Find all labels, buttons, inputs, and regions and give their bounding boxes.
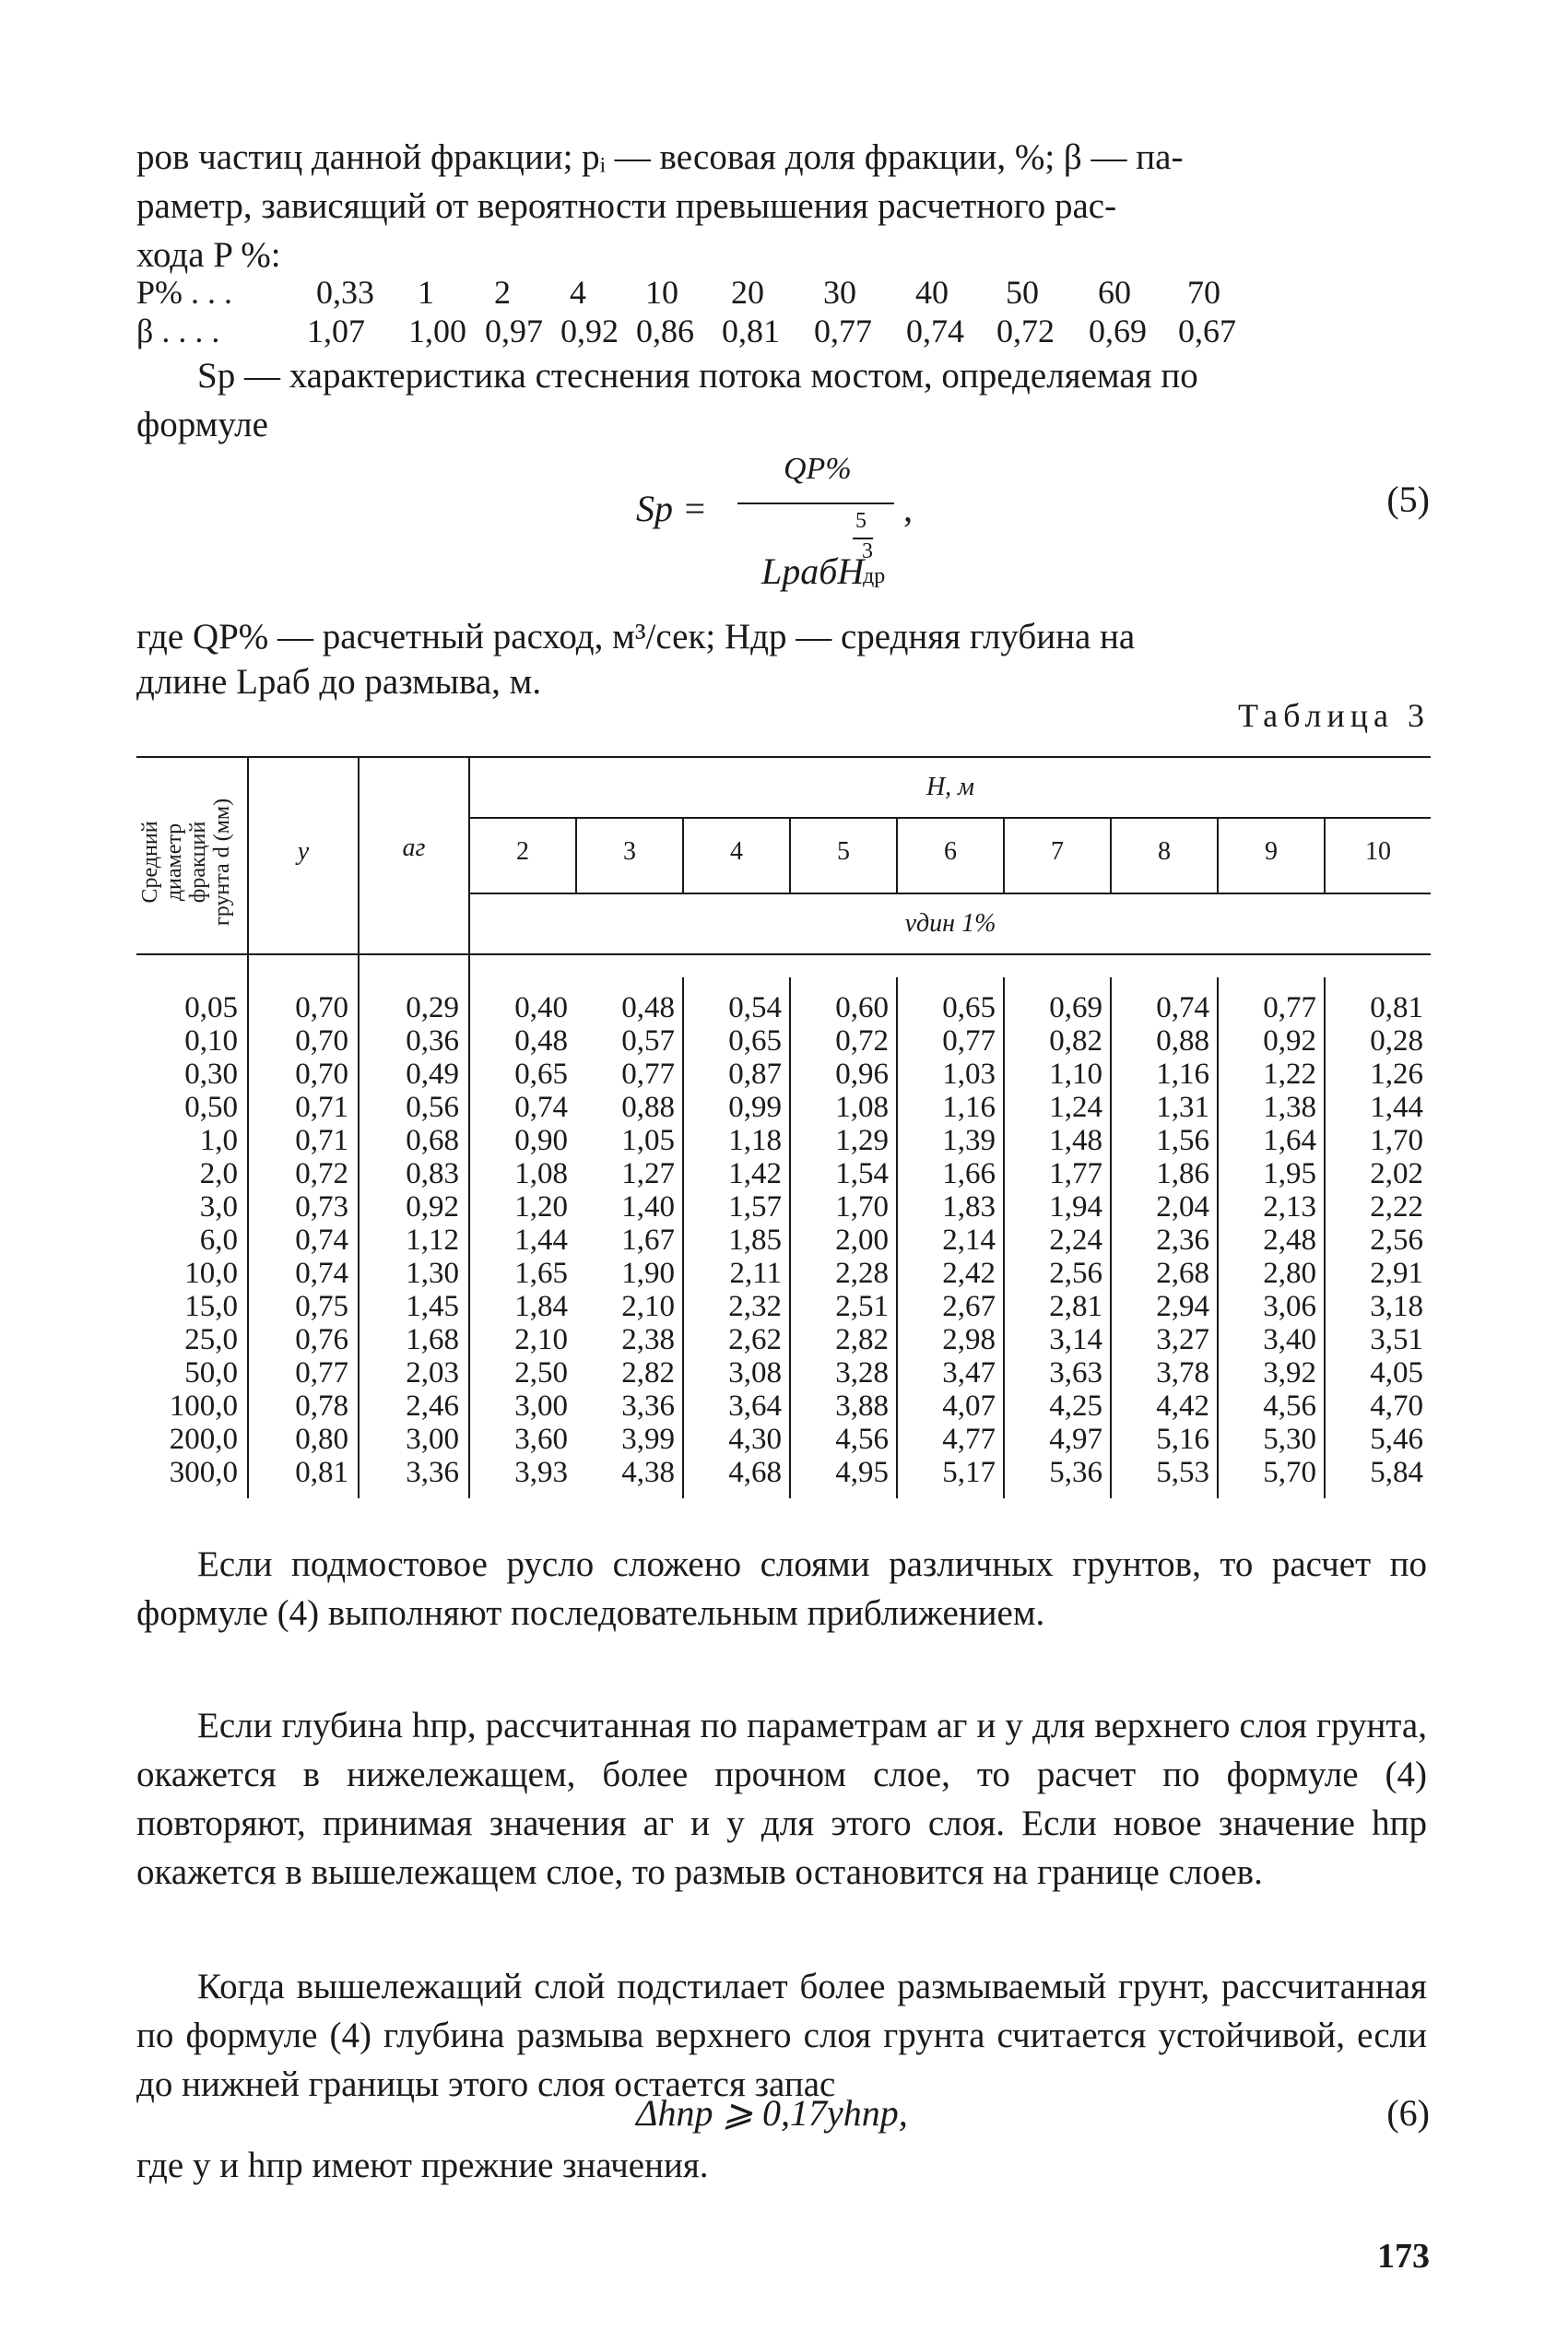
cell-v: 2,82 [621,1356,675,1390]
cell-v: 3,51 [1370,1323,1423,1356]
table-3 [136,756,1431,1498]
formula5-fraction-bar [737,503,894,504]
cell-d: 6,0 [199,1224,238,1257]
cell-v: 1,77 [1049,1157,1102,1190]
column-ag [360,991,459,1489]
column-v-H8 [1112,991,1209,1489]
cell-v: 5,70 [1263,1456,1316,1489]
beta-label: β . . . . [136,313,220,349]
header-H-value: 3 [623,837,636,866]
beta-value: 1,07 [307,313,365,349]
cell-v: 3,93 [514,1456,568,1489]
cell-v: 3,92 [1263,1356,1316,1390]
column-v-H2 [470,991,568,1489]
cell-v: 3,28 [835,1356,889,1390]
cell-v: 3,78 [1156,1356,1209,1390]
column-d [136,991,238,1489]
formula5-denominator: LрабH [761,550,865,592]
cell-v: 0,48 [621,991,675,1024]
cell-ag: 0,49 [406,1058,459,1091]
cell-v: 5,53 [1156,1456,1209,1489]
cell-v: 1,05 [621,1124,675,1157]
cell-y: 0,77 [295,1356,348,1390]
cell-ag: 3,00 [406,1423,459,1456]
cell-d: 0,30 [184,1058,238,1091]
header-d-line-3: фракций [186,821,210,904]
cell-v: 5,84 [1370,1456,1423,1489]
cell-v: 2,98 [942,1323,996,1356]
p-label: P% . . . [136,274,233,311]
paragraph-1: Если подмостовое русло сложено слоями различных грунтов, то расчет по формуле (4) выполняют последовательным приближением. [136,1544,1427,1633]
formula6-number: (6) [1386,2092,1430,2134]
formula5-lhs: Sр = [636,488,707,529]
header-H-value: 2 [516,837,529,866]
cell-v: 4,38 [621,1456,675,1489]
cell-v: 3,27 [1156,1323,1209,1356]
cell-v: 1,57 [728,1190,782,1224]
cell-v: 0,88 [1156,1024,1209,1058]
cell-v: 5,36 [1049,1456,1102,1489]
cell-ag: 0,29 [406,991,459,1024]
intro-line-1: ров частиц данной фракции; pᵢ — весовая доля фракции, %; β — па- [136,137,1184,177]
beta-value: 0,72 [996,313,1055,349]
header-d-line-1: Средний [138,821,162,904]
cell-v: 1,38 [1263,1091,1316,1124]
cell-v: 1,84 [514,1290,568,1323]
cell-v: 2,10 [621,1290,675,1323]
beta-value: 0,86 [636,313,694,349]
intro-line-2: раметр, зависящий от вероятности превышения расчетного рас- [136,186,1117,226]
cell-y: 0,71 [295,1091,348,1124]
cell-v: 1,10 [1049,1058,1102,1091]
column-v-H4 [684,991,782,1489]
header-H-value: 7 [1051,837,1064,866]
cell-v: 2,36 [1156,1224,1209,1257]
cell-v: 1,70 [835,1190,889,1224]
cell-v: 3,47 [942,1356,996,1390]
header-d-label [138,775,249,968]
cell-ag: 0,68 [406,1124,459,1157]
header-H: H, м [925,773,975,801]
cell-v: 1,42 [728,1157,782,1190]
beta-value: 0,81 [722,313,780,349]
formula5-exp-num: 5 [855,509,867,533]
formula-6: Δhпр ⩾ 0,17yhпр, [636,2092,908,2134]
cell-v: 3,06 [1263,1290,1316,1323]
cell-d: 0,05 [184,991,238,1024]
cell-v: 2,11 [729,1257,782,1290]
cell-v: 0,40 [514,991,568,1024]
cell-ag: 1,45 [406,1290,459,1323]
p-value: 10 [645,274,678,311]
cell-v: 0,74 [514,1091,568,1124]
cell-v: 2,91 [1370,1257,1423,1290]
paragraph-2: Если глубина hпр, рассчитанная по параметрам aг и y для верхнего слоя грунта, окажется в нижележащем, более прочном слое, то расчет по формуле (4) повторяют, принимая значения aг и y для этого слоя. Если новое значение hпр окажется в вышележащем слое, то размыв остановится на границе слоев. [136,1706,1427,1892]
cell-v: 0,65 [942,991,996,1024]
cell-v: 0,82 [1049,1024,1102,1058]
cell-y: 0,70 [295,1058,348,1091]
cell-v: 4,07 [942,1390,996,1423]
cell-v: 2,24 [1049,1224,1102,1257]
header-d-line-2: диаметр [162,822,186,902]
cell-v: 1,40 [621,1190,675,1224]
cell-v: 0,99 [728,1091,782,1124]
header-H-value: 4 [730,837,743,866]
cell-y: 0,76 [295,1323,348,1356]
sp-line-2: формуле [136,405,268,444]
cell-v: 2,38 [621,1323,675,1356]
cell-v: 2,50 [514,1356,568,1390]
cell-v: 1,03 [942,1058,996,1091]
cell-v: 4,25 [1049,1390,1102,1423]
cell-v: 5,17 [942,1456,996,1489]
column-v-H5 [791,991,889,1489]
cell-v: 1,64 [1263,1124,1316,1157]
cell-v: 3,18 [1370,1290,1423,1323]
cell-v: 1,85 [728,1224,782,1257]
cell-v: 0,90 [514,1124,568,1157]
cell-v: 1,27 [621,1157,675,1190]
where-line-1: где QP% — расчетный расход, м³/сек; Hдр — средняя глубина на [136,617,1136,656]
sp-line-1: Sр — характеристика стеснения потока мостом, определяемая по [197,356,1198,396]
cell-v: 2,81 [1049,1290,1102,1323]
p-value: 40 [915,274,949,311]
cell-v: 1,16 [1156,1058,1209,1091]
cell-d: 1,0 [199,1124,238,1157]
cell-v: 4,95 [835,1456,889,1489]
cell-ag: 2,03 [406,1356,459,1390]
cell-ag: 0,36 [406,1024,459,1058]
intro-line-3: хода P %: [136,235,281,275]
cell-v: 2,62 [728,1323,782,1356]
formula5-number: (5) [1386,479,1430,520]
cell-v: 3,14 [1049,1323,1102,1356]
cell-v: 0,69 [1049,991,1102,1024]
formula5-exp-den: 3 [862,539,873,563]
cell-v: 4,68 [728,1456,782,1489]
p-value: 60 [1098,274,1131,311]
cell-v: 1,95 [1263,1157,1316,1190]
p-value: 30 [823,274,856,311]
cell-v: 1,48 [1049,1124,1102,1157]
cell-d: 50,0 [184,1356,238,1390]
cell-v: 0,72 [835,1024,889,1058]
cell-v: 0,88 [621,1091,675,1124]
header-H-value: 5 [837,837,850,866]
cell-v: 2,22 [1370,1190,1423,1224]
cell-v: 0,65 [514,1058,568,1091]
cell-v: 2,67 [942,1290,996,1323]
cell-v: 4,30 [728,1423,782,1456]
cell-v: 2,56 [1370,1224,1423,1257]
cell-v: 4,42 [1156,1390,1209,1423]
table-header-bottom-rule [136,953,1431,955]
p-row [136,273,1431,313]
p-value: 50 [1006,274,1039,311]
cell-v: 0,65 [728,1024,782,1058]
beta-value: 1,00 [408,313,466,349]
cell-y: 0,74 [295,1257,348,1290]
cell-v: 2,68 [1156,1257,1209,1290]
header-y: y [297,837,310,866]
p-value: 70 [1187,274,1220,311]
cell-v: 5,16 [1156,1423,1209,1456]
p-value: 20 [731,274,764,311]
cell-v: 3,63 [1049,1356,1102,1390]
cell-v: 3,99 [621,1423,675,1456]
cell-v: 4,56 [1263,1390,1316,1423]
cell-v: 3,60 [514,1423,568,1456]
page-number: 173 [1377,2237,1430,2276]
cell-v: 0,48 [514,1024,568,1058]
cell-y: 0,70 [295,1024,348,1058]
cell-d: 3,0 [199,1190,238,1224]
cell-ag: 2,46 [406,1390,459,1423]
cell-v: 3,64 [728,1390,782,1423]
cell-v: 2,56 [1049,1257,1102,1290]
cell-v: 0,96 [835,1058,889,1091]
table-h-rule-1 [469,817,1431,819]
cell-v: 1,44 [1370,1091,1423,1124]
beta-value: 0,92 [560,313,619,349]
cell-y: 0,80 [295,1423,348,1456]
cell-ag: 3,36 [406,1456,459,1489]
cell-v: 0,28 [1370,1024,1423,1058]
cell-v: 2,14 [942,1224,996,1257]
cell-v: 1,90 [621,1257,675,1290]
cell-v: 1,66 [942,1157,996,1190]
cell-d: 10,0 [184,1257,238,1290]
cell-v: 2,48 [1263,1224,1316,1257]
header-d-line-4: грунта d (мм) [210,798,234,927]
cell-v: 1,16 [942,1091,996,1124]
header-v: vдин 1% [904,909,996,938]
cell-v: 2,04 [1156,1190,1209,1224]
cell-v: 4,77 [942,1423,996,1456]
header-H-value: 10 [1365,837,1391,866]
cell-v: 0,54 [728,991,782,1024]
cell-y: 0,73 [295,1190,348,1224]
p-value: 1 [418,274,434,311]
beta-value: 0,67 [1178,313,1236,349]
cell-v: 3,40 [1263,1323,1316,1356]
final-line: где y и hпр имеют прежние значения. [136,2146,709,2185]
cell-v: 4,70 [1370,1390,1423,1423]
cell-v: 1,20 [514,1190,568,1224]
formula5-tail: , [903,488,913,529]
cell-v: 3,08 [728,1356,782,1390]
formula5-denominator-sub: др [863,564,886,588]
cell-d: 200,0 [169,1423,238,1456]
beta-value: 0,69 [1089,313,1147,349]
cell-v: 2,80 [1263,1257,1316,1290]
cell-ag: 1,68 [406,1323,459,1356]
cell-v: 3,36 [621,1390,675,1423]
cell-v: 2,13 [1263,1190,1316,1224]
cell-v: 2,00 [835,1224,889,1257]
table-h-rule-2 [469,893,1431,894]
p-value: 2 [494,274,511,311]
cell-v: 1,83 [942,1190,996,1224]
cell-v: 1,24 [1049,1091,1102,1124]
cell-v: 0,87 [728,1058,782,1091]
cell-v: 1,08 [514,1157,568,1190]
header-ag: aг [402,834,426,862]
cell-v: 0,81 [1370,991,1423,1024]
cell-v: 4,05 [1370,1356,1423,1390]
paragraph-3: Когда вышележащий слой подстилает более размываемый грунт, рассчитанная по формуле (4) глубина размыва верхнего слоя грунта считается устойчивой, если до нижней границы этого слоя остается запас [136,1967,1427,2104]
cell-v: 1,44 [514,1224,568,1257]
cell-ag: 0,56 [406,1091,459,1124]
column-v-H3 [577,991,675,1489]
cell-v: 0,77 [1263,991,1316,1024]
cell-y: 0,81 [295,1456,348,1489]
cell-v: 1,08 [835,1091,889,1124]
cell-v: 4,97 [1049,1423,1102,1456]
cell-v: 1,86 [1156,1157,1209,1190]
beta-value: 0,97 [485,313,543,349]
cell-v: 1,56 [1156,1124,1209,1157]
cell-v: 1,18 [728,1124,782,1157]
cell-ag: 1,12 [406,1224,459,1257]
cell-d: 100,0 [169,1390,238,1423]
cell-v: 1,39 [942,1124,996,1157]
cell-y: 0,74 [295,1224,348,1257]
cell-v: 2,28 [835,1257,889,1290]
cell-v: 1,54 [835,1157,889,1190]
cell-v: 0,77 [621,1058,675,1091]
beta-value: 0,74 [906,313,964,349]
cell-ag: 1,30 [406,1257,459,1290]
cell-v: 2,51 [835,1290,889,1323]
cell-v: 0,57 [621,1024,675,1058]
header-H-value: 9 [1265,837,1278,866]
cell-ag: 0,83 [406,1157,459,1190]
p-value: 4 [570,274,586,311]
cell-v: 1,65 [514,1257,568,1290]
cell-v: 2,02 [1370,1157,1423,1190]
header-H-value: 6 [944,837,957,866]
cell-d: 25,0 [184,1323,238,1356]
column-y [249,991,348,1489]
cell-v: 2,94 [1156,1290,1209,1323]
cell-v: 1,31 [1156,1091,1209,1124]
table-caption: Таблица 3 [1238,697,1430,734]
p-value: 0,33 [316,274,374,311]
cell-ag: 0,92 [406,1190,459,1224]
cell-y: 0,78 [295,1390,348,1423]
cell-v: 1,26 [1370,1058,1423,1091]
formula5-numerator: QP% [784,452,852,486]
cell-v: 1,70 [1370,1124,1423,1157]
cell-v: 0,77 [942,1024,996,1058]
cell-y: 0,72 [295,1157,348,1190]
cell-y: 0,70 [295,991,348,1024]
cell-v: 2,32 [728,1290,782,1323]
cell-v: 5,30 [1263,1423,1316,1456]
beta-row [136,312,1431,352]
cell-v: 0,92 [1263,1024,1316,1058]
cell-v: 1,29 [835,1124,889,1157]
cell-d: 2,0 [199,1157,238,1190]
cell-v: 3,88 [835,1390,889,1423]
column-v-H6 [898,991,996,1489]
beta-value: 0,77 [814,313,872,349]
cell-v: 1,94 [1049,1190,1102,1224]
cell-v: 2,10 [514,1323,568,1356]
column-v-H10 [1326,991,1423,1489]
cell-d: 300,0 [169,1456,238,1489]
cell-d: 15,0 [184,1290,238,1323]
cell-v: 3,00 [514,1390,568,1423]
column-v-H9 [1219,991,1316,1489]
cell-v: 0,60 [835,991,889,1024]
cell-v: 1,67 [621,1224,675,1257]
header-H-value: 8 [1158,837,1171,866]
cell-v: 1,22 [1263,1058,1316,1091]
cell-y: 0,71 [295,1124,348,1157]
cell-v: 2,42 [942,1257,996,1290]
cell-y: 0,75 [295,1290,348,1323]
table-top-rule [136,756,1431,758]
column-v-H7 [1005,991,1102,1489]
cell-v: 0,74 [1156,991,1209,1024]
cell-d: 0,10 [184,1024,238,1058]
cell-v: 4,56 [835,1423,889,1456]
cell-d: 0,50 [184,1091,238,1124]
cell-v: 5,46 [1370,1423,1423,1456]
cell-v: 2,82 [835,1323,889,1356]
where-line-2: длине Lраб до размыва, м. [136,662,542,702]
